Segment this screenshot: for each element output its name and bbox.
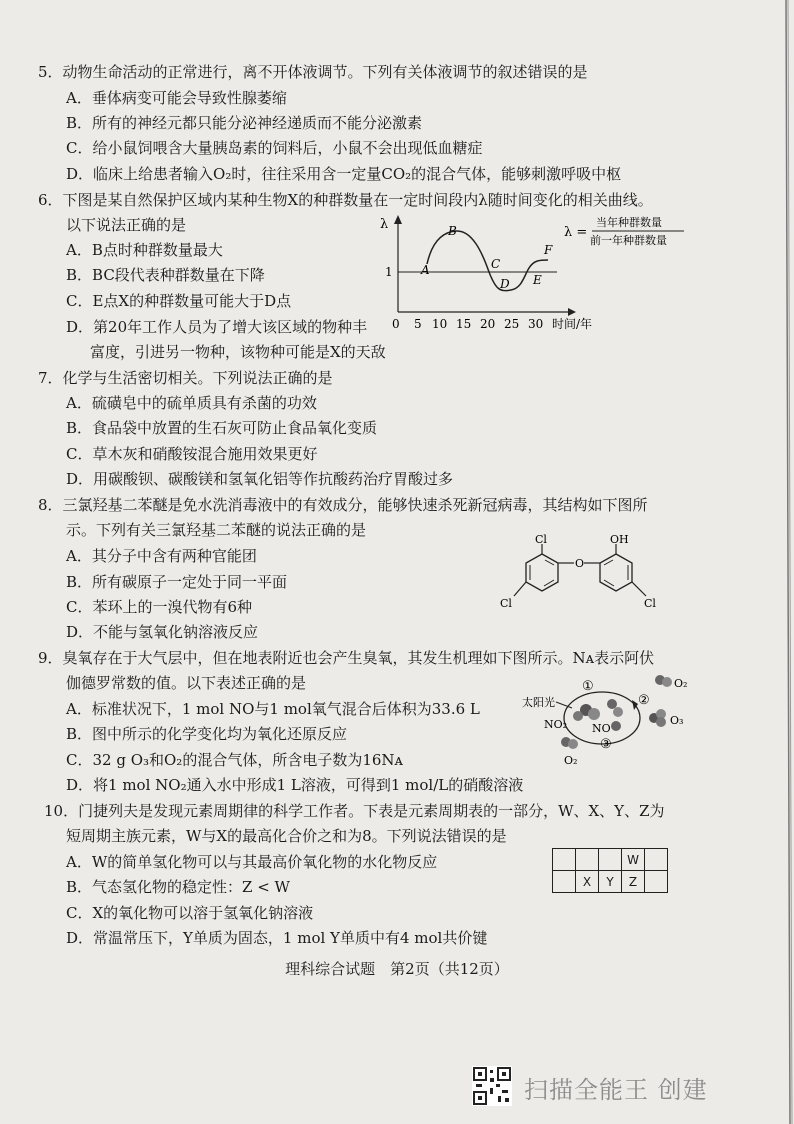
page-footer: 理科综合试题 第2页（共12页） <box>285 960 509 978</box>
q5-option-c: C．给小鼠饲喂含大量胰岛素的饲料后，小鼠不会出现低血糖症 <box>66 139 483 157</box>
point-d: D <box>500 277 510 291</box>
point-b: B <box>448 224 457 238</box>
q6-option-a: A．B点时种群数量最大 <box>66 241 223 259</box>
q6-option-d-1: D．第20年工作人员为了增大该区域的物种丰 <box>66 318 368 336</box>
q9-option-b: B．图中所示的化学变化均为氧化还原反应 <box>66 725 348 743</box>
formula-denominator: 前一年种群数量 <box>590 234 667 247</box>
q10-stem-1: 10．门捷列夫是发现元素周期律的科学工作者。下表是元素周期表的一部分，W、X、Y、Z为 <box>44 802 665 820</box>
q6-option-d-2: 富度，引进另一物种，该物种可能是X的天敌 <box>90 343 386 361</box>
table-cell: W <box>622 849 645 871</box>
cl-right: Cl <box>644 597 656 610</box>
q5-stem: 5．动物生命活动的正常进行，离不开体液调节。下列有关体液调节的叙述错误的是 <box>38 63 588 81</box>
hydroxyl: OH <box>610 533 629 546</box>
q7-option-c: C．草木灰和硝酸铵混合施用效果更好 <box>66 445 318 463</box>
q8-option-a: A．其分子中含有两种官能团 <box>66 547 257 565</box>
ozone-mechanism-diagram <box>520 668 692 768</box>
q7-stem: 7．化学与生活密切相关。下列说法正确的是 <box>38 369 333 387</box>
table-row <box>553 849 668 871</box>
point-c: C <box>491 257 501 271</box>
graph-ylabel: λ <box>380 217 389 232</box>
triclosan-structure <box>486 533 696 618</box>
point-a: A <box>421 263 430 277</box>
periodic-table-fragment <box>552 848 668 893</box>
ether-oxygen: O <box>575 557 585 570</box>
q5-option-a: A．垂体病变可能会导致性腺萎缩 <box>66 89 287 107</box>
table-cell <box>645 849 668 871</box>
q9-option-c: C．32 g O₃和O₂的混合气体，所含电子数为16Nᴀ <box>66 751 404 769</box>
q9-stem-1: 9．臭氧存在于大气层中，但在地表附近也会产生臭氧，其发生机理如下图所示。Nᴀ表示阿伏 <box>38 649 655 667</box>
graph-y-tick: 1 <box>385 265 393 279</box>
lambda-curve <box>427 231 548 291</box>
q8-stem-1: 8．三氯羟基二苯醚是免水洗消毒液中的有效成分，能够快速杀死新冠病毒，其结构如下图所 <box>38 496 648 514</box>
q6-option-c: C．E点X的种群数量可能大于D点 <box>66 292 292 310</box>
q7-option-d: D．用碳酸钡、碳酸镁和氢氧化铝等作抗酸药治疗胃酸过多 <box>66 470 454 488</box>
table-row <box>553 871 668 893</box>
step-1: ① <box>582 679 594 694</box>
table-cell: Z <box>622 871 645 893</box>
table-cell <box>576 849 599 871</box>
q6-option-b: B．BC段代表种群数量在下降 <box>66 266 265 284</box>
lambda-curve-graph <box>372 212 692 337</box>
q10-option-a: A．W的简单氢化物可以与其最高价氧化物的水化物反应 <box>66 853 438 871</box>
table-cell <box>553 849 576 871</box>
o2-top-label: O₂ <box>674 677 688 690</box>
sunlight-label: 太阳光 <box>522 696 555 709</box>
table-cell <box>553 871 576 893</box>
table-cell: Y <box>599 871 622 893</box>
point-f: F <box>544 243 553 257</box>
table-cell <box>645 871 668 893</box>
no-label: NO <box>592 722 611 735</box>
q8-option-d: D．不能与氢氧化钠溶液反应 <box>66 623 259 641</box>
x-tick-10: 10 <box>432 317 448 331</box>
q10-option-b: B．气态氢化物的稳定性：Z < W <box>66 878 290 896</box>
q10-option-c: C．X的氧化物可以溶于氢氧化钠溶液 <box>66 904 314 922</box>
q9-option-d: D．将1 mol NO₂通入水中形成1 L溶液，可得到1 mol/L的硝酸溶液 <box>66 776 524 794</box>
q9-option-a: A．标准状况下，1 mol NO与1 mol氧气混合后体积为33.6 L <box>66 700 480 718</box>
q5-option-b: B．所有的神经元都只能分泌神经递质而不能分泌激素 <box>66 114 423 132</box>
q8-stem-2: 示。下列有关三氯羟基二苯醚的说法正确的是 <box>66 521 367 539</box>
x-tick-30: 30 <box>528 317 544 331</box>
q7-option-b: B．食品袋中放置的生石灰可防止食品氧化变质 <box>66 419 378 437</box>
no2-label: NO₂ <box>544 718 568 731</box>
q5-option-d: D．临床上给患者输入O₂时，往往采用含一定量CO₂的混合气体，能够刺激呼吸中枢 <box>66 165 622 183</box>
cl-top: Cl <box>535 533 547 546</box>
formula-lhs: λ = <box>564 225 588 240</box>
q8-option-b: B．所有碳原子一定处于同一平面 <box>66 573 288 591</box>
formula-numerator: 当年种群数量 <box>596 216 662 229</box>
x-tick-15: 15 <box>456 317 472 331</box>
q7-option-a: A．硫磺皂中的硫单质具有杀菌的功效 <box>66 394 317 412</box>
scan-edge <box>768 0 794 1124</box>
q9-stem-2: 伽德罗常数的值。以下表述正确的是 <box>66 674 307 692</box>
table-cell <box>599 849 622 871</box>
x-tick-5: 5 <box>414 317 422 331</box>
table-cell: X <box>576 871 599 893</box>
watermark-text: 扫描全能王 创建 <box>524 1076 708 1104</box>
cl-left: Cl <box>500 597 512 610</box>
o3-label: O₃ <box>670 714 684 727</box>
graph-xlabel: 时间/年 <box>552 317 593 331</box>
q8-option-c: C．苯环上的一溴代物有6种 <box>66 598 253 616</box>
x-tick-20: 20 <box>480 317 496 331</box>
step-2: ② <box>638 693 650 708</box>
q6-stem-2: 以下说法正确的是 <box>66 216 187 234</box>
q10-stem-2: 短周期主族元素，W与X的最高化合价之和为8。下列说法错误的是 <box>66 827 507 845</box>
q10-option-d: D．常温常压下，Y单质为固态，1 mol Y单质中有4 mol共价键 <box>66 929 488 947</box>
x-tick-25: 25 <box>504 317 520 331</box>
scanner-watermark <box>472 1062 772 1110</box>
x-tick-0: 0 <box>392 317 400 331</box>
point-e: E <box>533 273 542 287</box>
q6-stem-1: 6．下图是某自然保护区域内某种生物X的种群数量在一定时间段内λ随时间变化的相关曲线。 <box>38 191 653 209</box>
o2-bottom-label: O₂ <box>564 754 578 767</box>
qr-code-icon <box>472 1066 512 1106</box>
step-3: ③ <box>600 737 612 752</box>
